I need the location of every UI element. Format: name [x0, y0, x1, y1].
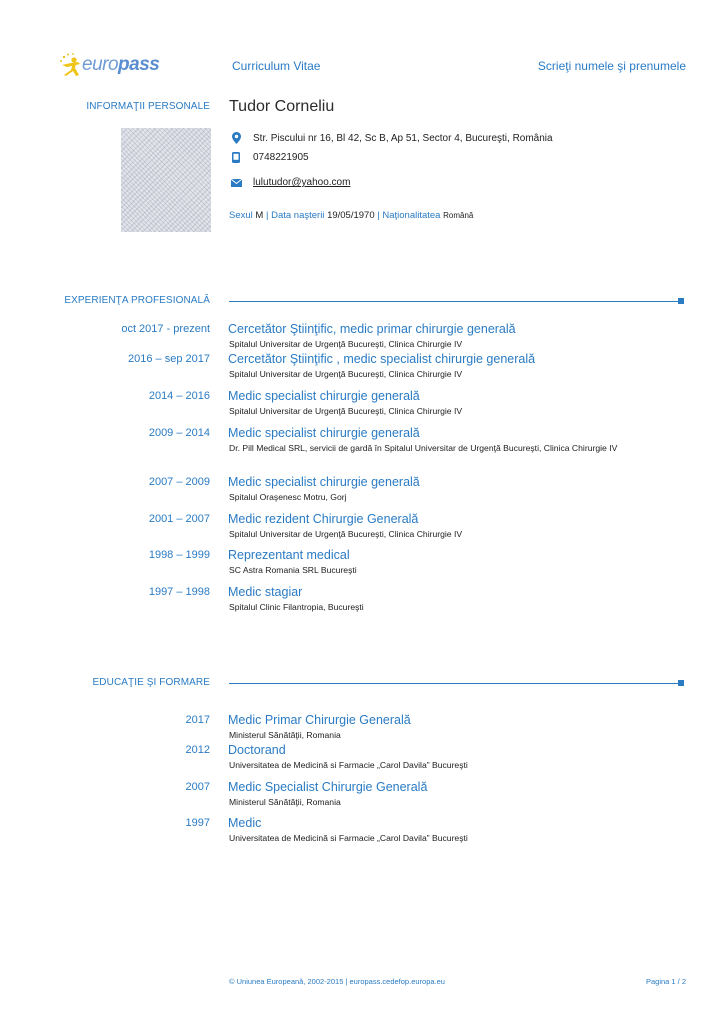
address-text: Str. Piscului nr 16, Bl 42, Sc B, Ap 51, Sector 4, Bucureşti, România [253, 132, 553, 144]
phone-icon [229, 152, 243, 163]
experience-title: Medic specialist chirurgie generală [228, 426, 420, 440]
email-row [229, 177, 350, 188]
experience-title: Medic specialist chirurgie generală [228, 475, 420, 489]
education-title: Medic Primar Chirurgie Generală [228, 713, 411, 727]
document-title: Curriculum Vitae [232, 59, 321, 73]
experience-date: 2016 – sep 2017 [128, 353, 210, 365]
experience-organization: Spitalul Oraşenesc Motru, Gorj [229, 492, 347, 502]
section-rule-education [229, 683, 684, 684]
education-organization: Ministerul Sănătăţii, Romania [229, 797, 341, 807]
experience-title: Cercetător Ştiinţific , medic specialist chirurgie generală [228, 352, 536, 366]
education-date: 1997 [185, 817, 210, 829]
section-label-education: EDUCAŢIE ŞI FORMARE [92, 677, 210, 688]
experience-organization: Spitalul Universitar de Urgenţă Bucureşti, Clinica Chirurgie IV [229, 339, 463, 349]
logo-text-pass: pass [118, 54, 160, 75]
address-row [229, 132, 553, 144]
experience-organization: Spitalul Universitar de Urgenţă Bucureşti, Clinica Chirurgie IV [229, 529, 463, 539]
birth-label: Data naşterii [271, 210, 325, 221]
profile-photo [121, 128, 211, 232]
logo-text-euro: euro [82, 54, 119, 75]
experience-organization: Spitalul Universitar de Urgenţă Bucureşti, Clinica Chirurgie IV [229, 369, 463, 379]
location-icon [229, 132, 243, 144]
page-number: Pagina 1 / 2 [645, 977, 686, 986]
education-organization: Universitatea de Medicină si Farmacie „Carol Davila” Bucureşti [229, 760, 468, 770]
name-placeholder: Scrieţi numele şi prenumele [537, 59, 686, 73]
experience-organization: Spitalul Universitar de Urgenţă Bucureşti, Clinica Chirurgie IV [229, 406, 463, 416]
experience-date: 2014 – 2016 [148, 390, 210, 402]
personal-details-line: Sexul M | Data naşterii 19/05/1970 | Naţionalitatea Română [229, 210, 474, 221]
europass-logo [58, 52, 158, 78]
section-label-experience: EXPERIENŢA PROFESIONALĂ [64, 295, 210, 306]
email-link[interactable]: lulutudor@yahoo.com [253, 177, 351, 188]
person-name: Tudor Corneliu [229, 98, 335, 115]
education-title: Medic [228, 816, 262, 830]
experience-title: Reprezentant medical [228, 548, 350, 562]
sex-value: M [255, 210, 264, 221]
nationality-value: Română [443, 211, 474, 220]
footer-copyright: © Uniunea Europeană, 2002-2015 | europass.cedefop.europa.eu [229, 977, 445, 986]
experience-organization: Dr. Pill Medical SRL, servicii de gardă în Spitalul Universitar de Urgenţă Bucureşti, Clinica Chirurgie IV [229, 443, 618, 453]
experience-title: Cercetător Ştiinţific, medic primar chirurgie generală [228, 322, 516, 336]
education-title: Medic Specialist Chirurgie Generală [228, 780, 428, 794]
experience-date: oct 2017 - prezent [121, 323, 210, 335]
experience-date: 2007 – 2009 [148, 476, 210, 488]
section-rule-marker [678, 680, 684, 686]
experience-date: 2001 – 2007 [148, 513, 210, 525]
experience-date: 1997 – 1998 [148, 586, 210, 598]
section-rule-marker [678, 298, 684, 304]
experience-title: Medic rezident Chirurgie Generală [228, 512, 419, 526]
experience-organization: Spitalul Clinic Filantropia, Bucureşti [229, 602, 364, 612]
experience-title: Medic stagiar [228, 585, 303, 599]
experience-date: 1998 – 1999 [148, 549, 210, 561]
email-icon [229, 179, 243, 187]
sex-label: Sexul [229, 210, 253, 221]
birth-value: 19/05/1970 [327, 210, 375, 221]
education-title: Doctorand [228, 743, 286, 757]
nationality-label: Naţionalitatea [382, 210, 441, 221]
education-organization: Universitatea de Medicină si Farmacie „Carol Davila” Bucureşti [229, 833, 468, 843]
education-date: 2012 [185, 744, 210, 756]
experience-organization: SC Astra Romania SRL Bucureşti [229, 565, 357, 575]
experience-date: 2009 – 2014 [148, 427, 210, 439]
phone-text: 0748221905 [253, 152, 309, 163]
phone-row [229, 152, 309, 163]
section-label-personal: INFORMAŢII PERSONALE [86, 101, 210, 112]
education-date: 2007 [185, 781, 210, 793]
education-date: 2017 [185, 714, 210, 726]
experience-title: Medic specialist chirurgie generală [228, 389, 420, 403]
section-rule-experience [229, 301, 684, 302]
education-organization: Ministerul Sănătăţii, Romania [229, 730, 341, 740]
